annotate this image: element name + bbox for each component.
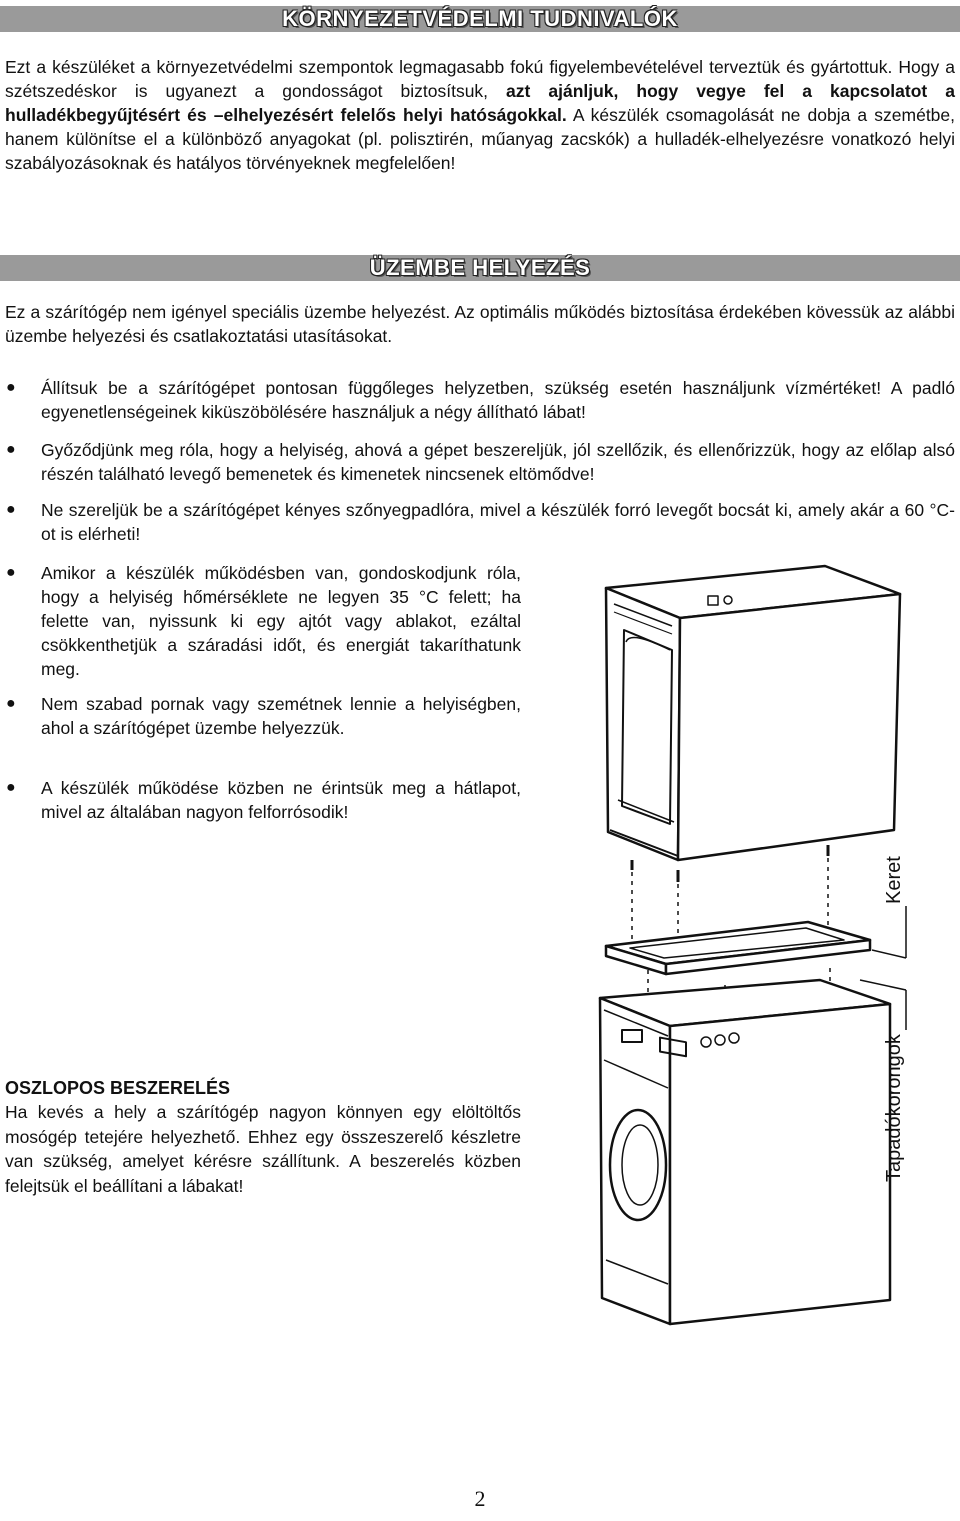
section-title-installation: ÜZEMBE HELYEZÉS xyxy=(0,255,960,281)
column-install-heading: OSZLOPOS BESZERELÉS xyxy=(5,1078,231,1098)
frame-illustration xyxy=(606,922,870,974)
stacking-diagram xyxy=(560,560,960,1330)
environment-bold-text: azt ajánljuk, hogy vegye fel a kapcsolatot a hulladékbegyűjtésért és –elhelyezésért felelős helyi hatóságokkal. xyxy=(5,81,955,125)
environment-rest: A készülék csomagolását ne dobja a szemétbe, hanem különítse el a különböző anyagokat (pl. polisztirén, műanyag zacskók) a hulladék-elhelyezésre vonatkozó helyi szabályozásoknak és hatályos törvényeknek megfelelően! xyxy=(5,105,956,173)
section-title-environment: KÖRNYEZETVÉDELMI TUDNIVALÓK xyxy=(0,6,960,32)
bullet-icon: ● xyxy=(6,564,16,581)
bullet-item: Amikor a készülék működésben van, gondoskodjunk róla, hogy a helyiség hőmérséklete ne legyen 35 °C felett; ha felette van, nyissunk ki egy ajtót vagy ablakot, ezáltal csökkenthetjük a száradási időt, és energiát takaríthatunk meg. xyxy=(41,563,521,679)
label-suction-pads: Tapadókorongok xyxy=(883,1034,905,1182)
installation-intro: Ez a szárítógép nem igényel speciális üzembe helyezést. Az optimális működés biztosítása érdekében kövessük az alábbi üzembe helyezési és csatlakoztatási utasításokat. xyxy=(5,302,955,346)
bullet-icon: ● xyxy=(6,501,16,518)
bullet-item: Nem szabad pornak vagy szemétnek lennie a helyiségben, ahol a szárítógépet üzembe helyezzük. xyxy=(41,694,521,738)
column-install-text: Ha kevés a hely a szárítógép nagyon könnyen egy elöltöltős mosógép tetejére helyezhető. Ehhez egy összeszerelő készletre van szükség, amelyet kérésre szállítunk. A beszerelés közben felejtsük el beállítani a lábakat! xyxy=(5,1102,521,1196)
bullet-icon: ● xyxy=(6,379,16,396)
dryer-illustration xyxy=(606,566,900,882)
bullet-icon: ● xyxy=(6,779,16,796)
environment-intro: Ezt a készüléket a környezetvédelmi szempontok legmagasabb fokú figyelembevételével terveztük és gyártottuk. Hogy a szétszedéskor is ugyanezt a gondosságot biztosítsuk, xyxy=(5,57,955,101)
bullet-item: Győződjünk meg róla, hogy a helyiség, ahová a gépet beszereljük, jól szellőzik, és ellenőrizzük, hogy az előlap alsó részén található levegő bemenetek és kimenetek nincsenek eltömődve! xyxy=(41,440,955,484)
bullet-icon: ● xyxy=(6,695,16,712)
washer-illustration xyxy=(600,980,890,1324)
bullet-icon: ● xyxy=(6,441,16,458)
bullet-item: A készülék működése közben ne érintsük meg a hátlapot, mivel az általában nagyon felforrósodik! xyxy=(41,778,521,822)
page-number: 2 xyxy=(474,1486,486,1511)
bullet-item: Ne szereljük be a szárítógépet kényes szőnyegpadlóra, mivel a készülék forró levegőt bocsát ki, amely akár a 60 °C-ot is elérheti! xyxy=(41,500,955,544)
environment-paragraph xyxy=(5,55,955,175)
label-frame: Keret xyxy=(883,856,905,904)
bullet-item: Állítsuk be a szárítógépet pontosan függőleges helyzetben, szükség esetén használjunk vízmértéket! A padló egyenetlenségeinek kiküszöbölésére használjuk a négy állítható lábat! xyxy=(41,378,955,422)
